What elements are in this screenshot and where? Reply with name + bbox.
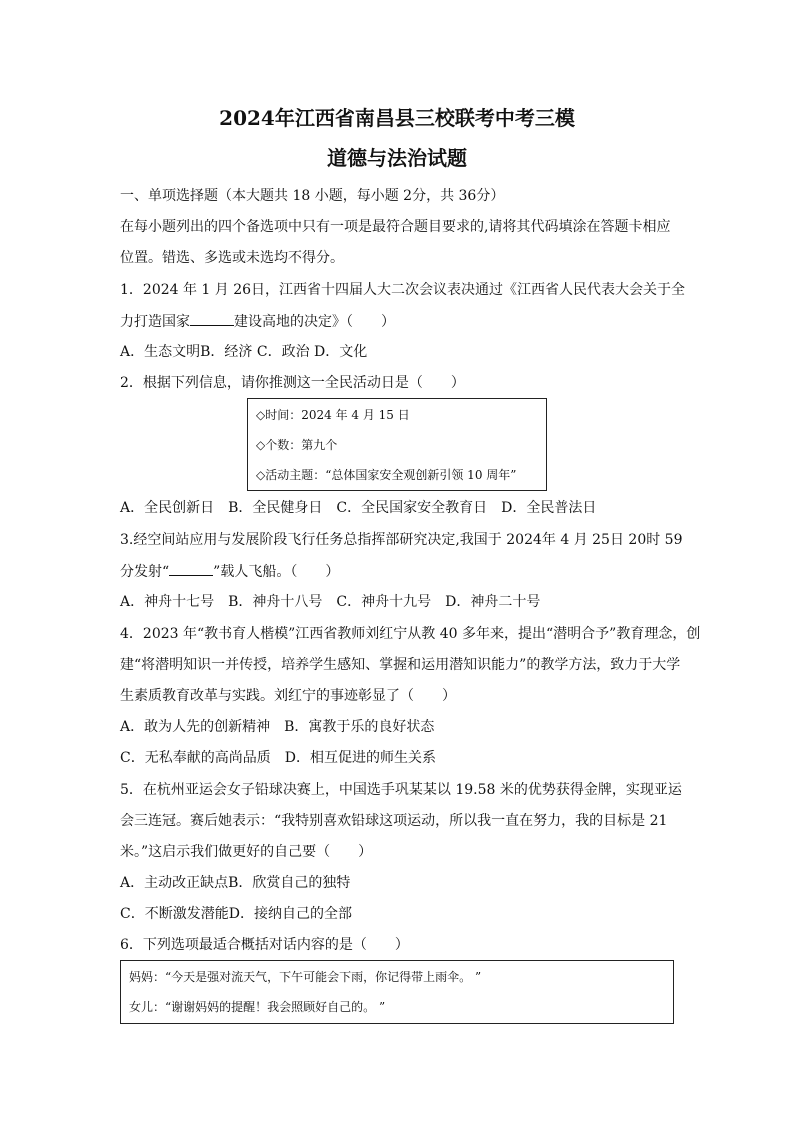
q4-option-c: C．无私奉献的高尚品质: [120, 750, 271, 766]
q6-dialogue-mother: 妈妈：“今天是强对流天气，下午可能会下雨，你记得带上雨伞。 ”: [129, 970, 482, 984]
q4-option-b: B．寓教于乐的良好状态: [284, 719, 435, 735]
q5-option-d: D．接纳自己的全部: [228, 906, 352, 922]
q2-options: [120, 498, 686, 518]
q4-options-row2: [120, 748, 686, 768]
q3-option-d: D．神舟二十号: [445, 594, 541, 610]
section-heading: 一、单项选择题（本大题共 18 小题，每小题 2分，共 36分）: [120, 188, 505, 204]
q3-option-b: B．神舟十八号: [228, 594, 323, 610]
q3-stem-part-b: ”载人飞船。（ ）: [213, 564, 340, 580]
section-instruction-1: 在每小题列出的四个备选项中只有一项是最符合题目要求的,请将其代码填涂在答题卡相应: [120, 219, 671, 235]
exam-subtitle: 道德与法治试题: [327, 146, 467, 170]
section-instruction-2: 位置。错选、多选或未选均不得分。: [120, 250, 344, 266]
q5-option-a: A．主动改正缺点: [120, 875, 229, 891]
q4-option-d: D．相互促进的师生关系: [284, 750, 436, 766]
q5-stem-line3: 米。”这启示我们做更好的自己要（ ）: [120, 844, 373, 860]
q2-option-a: A．全民创新日: [120, 500, 215, 516]
q1-stem-part-b: 建设高地的决定》（ ）: [234, 314, 395, 330]
q2-option-c: C．全民国家安全教育日: [336, 500, 488, 516]
q5-option-b: B．欣赏自己的独特: [228, 875, 351, 891]
q3-option-c: C．神舟十九号: [336, 594, 432, 610]
q3-stem-part-a: 分发射“: [120, 564, 170, 580]
q5-stem-line1: 5．在杭州亚运会女子铅球决赛上，中国选手巩某某以 19.58 米的优势获得金牌，实现亚运: [120, 782, 682, 798]
q6-stem: 6．下列选项最适合概括对话内容的是（ ）: [120, 937, 409, 953]
q2-info-box: [247, 398, 547, 491]
q4-options-row1: [120, 717, 686, 737]
q3-stem-line2: [120, 561, 686, 582]
q5-stem-line2: 会三连冠。赛后她表示：“我特别喜欢铅球这项运动，所以我一直在努力，我的目标是 21: [120, 813, 668, 829]
q1-option-a: A．生态文明: [120, 344, 201, 360]
q3-stem-line1: 3.经空间站应用与发展阶段飞行任务总指挥部研究决定,我国于 2024年 4 月 25日 20时 59: [120, 532, 683, 548]
q5-option-c: C．不断激发潜能: [120, 906, 229, 922]
q1-stem-line1: 1．2024 年 1 月 26日，江西省十四届人大二次会议表决通过《江西省人民代表大会关于全: [120, 282, 686, 298]
q2-info-theme: ◇活动主题：“总体国家安全观创新引领 10 周年”: [256, 468, 517, 482]
q1-option-c: C．政治: [256, 344, 310, 360]
q1-stem-part-a: 力打造国家: [120, 314, 190, 330]
q2-option-b: B．全民健身日: [228, 500, 323, 516]
q6-dialogue-daughter: 女儿：“谢谢妈妈的提醒！我会照顾好自己的。 ”: [129, 1000, 386, 1014]
exam-title: 2024年江西省南昌县三校联考中考三模: [219, 106, 575, 130]
q5-options-row2: [120, 904, 686, 924]
q2-option-d: D．全民普法日: [501, 500, 597, 516]
q3-option-a: A．神舟十七号: [120, 594, 215, 610]
q2-info-count: ◇个数：第九个: [256, 438, 338, 452]
q4-stem-line2: 建“将潜明知识一并传授，培养学生感知、掌握和运用潜知识能力”的教学方法，致力于大学: [120, 657, 681, 673]
q1-stem-line2: [120, 311, 686, 332]
q1-blank: [190, 311, 234, 326]
q1-option-d: D．文化: [314, 344, 368, 360]
q2-stem: 2．根据下列信息，请你推测这一全民活动日是（ ）: [120, 375, 465, 391]
q2-info-time: ◇时间：2024 年 4 月 15 日: [256, 408, 410, 422]
q4-stem-line3: 生素质教育改革与实践。刘红宁的事迹彰显了（ ）: [120, 688, 456, 704]
q3-blank: [169, 561, 213, 576]
q5-options-row1: [120, 873, 686, 893]
q6-dialogue-box: [120, 960, 674, 1024]
q4-option-a: A．敢为人先的创新精神: [120, 719, 271, 735]
q4-stem-line1: 4．2023 年“教书育人楷模”江西省教师刘红宁从教 40 多年来，提出“潜明合予”教育理念，创: [120, 626, 701, 642]
q3-options: [120, 592, 686, 612]
q1-option-b: B．经济: [200, 344, 253, 360]
q1-options: [120, 342, 686, 362]
